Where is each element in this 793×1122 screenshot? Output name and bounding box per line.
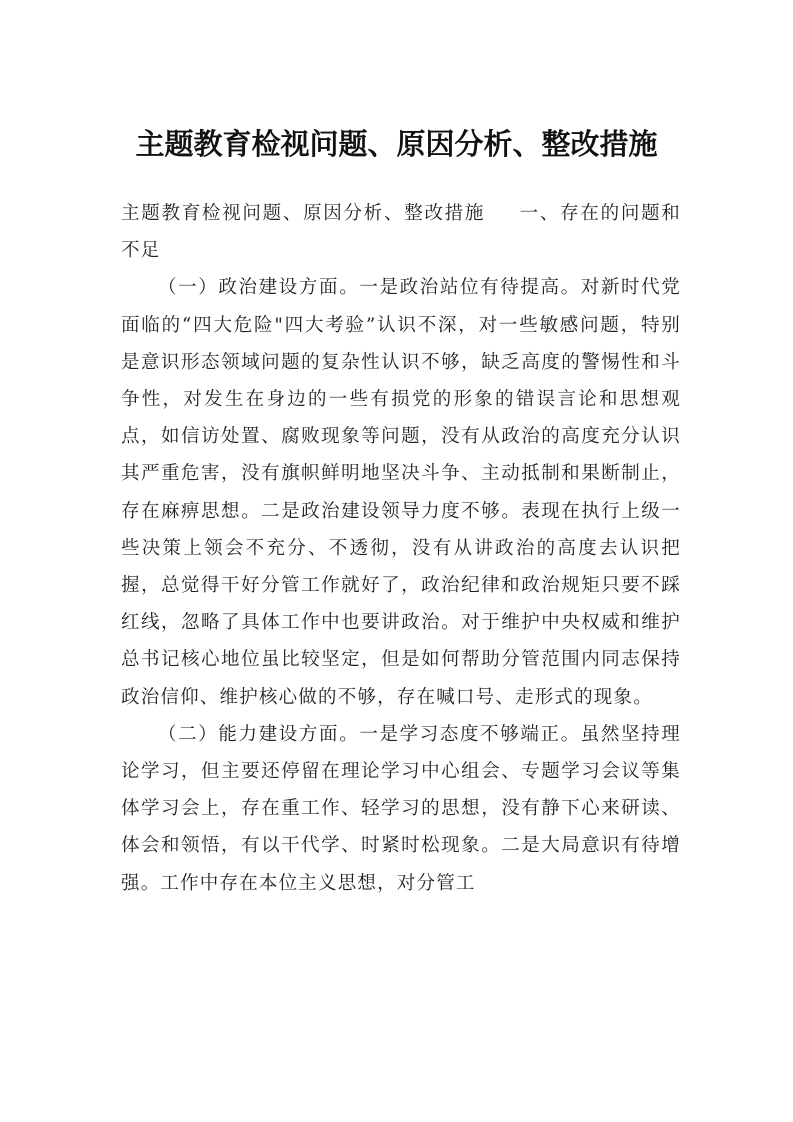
- paragraph-capability: （二）能力建设方面。一是学习态度不够端正。虽然坚持理论学习，但主要还停留在理论学习中心组会、专题学习会议等集体学习会上，存在重工作、轻学习的思想，没有静下心来研读、体会和领悟，有以干代学、时紧时松现象。二是大局意识有待增强。工作中存在本位主义思想，对分管工: [121, 723, 681, 894]
- document-title: 主题教育检视问题、原因分析、整改措施: [135, 127, 658, 161]
- intro-heading: 主题教育检视问题、原因分析、整改措施: [121, 203, 486, 224]
- paragraph-political: （一）政治建设方面。一是政治站位有待提高。对新时代党面临的“四大危险"四大考验”认识不深，对一些敏感问题，特别是意识形态领域问题的复杂性认识不够，缺乏高度的警惕性和斗争性，对发生在身边的一些有损党的形象的错误言论和思想观点，如信访处置、腐败现象等问题，没有从政治的高度充分认识其严重危害，没有旗帜鲜明地坚决斗争、主动抵制和果断制止，存在麻痹思想。二是政治建设领导力度不够。表现在执行上级一些决策上领会不充分、不透彻，没有从讲政治的高度去认识把握，总觉得干好分管工作就好了，政治纪律和政治规矩只要不踩红线，忽略了具体工作中也要讲政治。对于维护中央权威和维护总书记核心地位虽比较坚定，但是如何帮助分管范围内同志保持政治信仰、维护核心做的不够，存在喊口号、走形式的现象。: [121, 277, 681, 708]
- section-heading: 一、存在的问题和不足: [121, 203, 681, 262]
- intro-line: [121, 195, 681, 269]
- document-body: [121, 195, 681, 902]
